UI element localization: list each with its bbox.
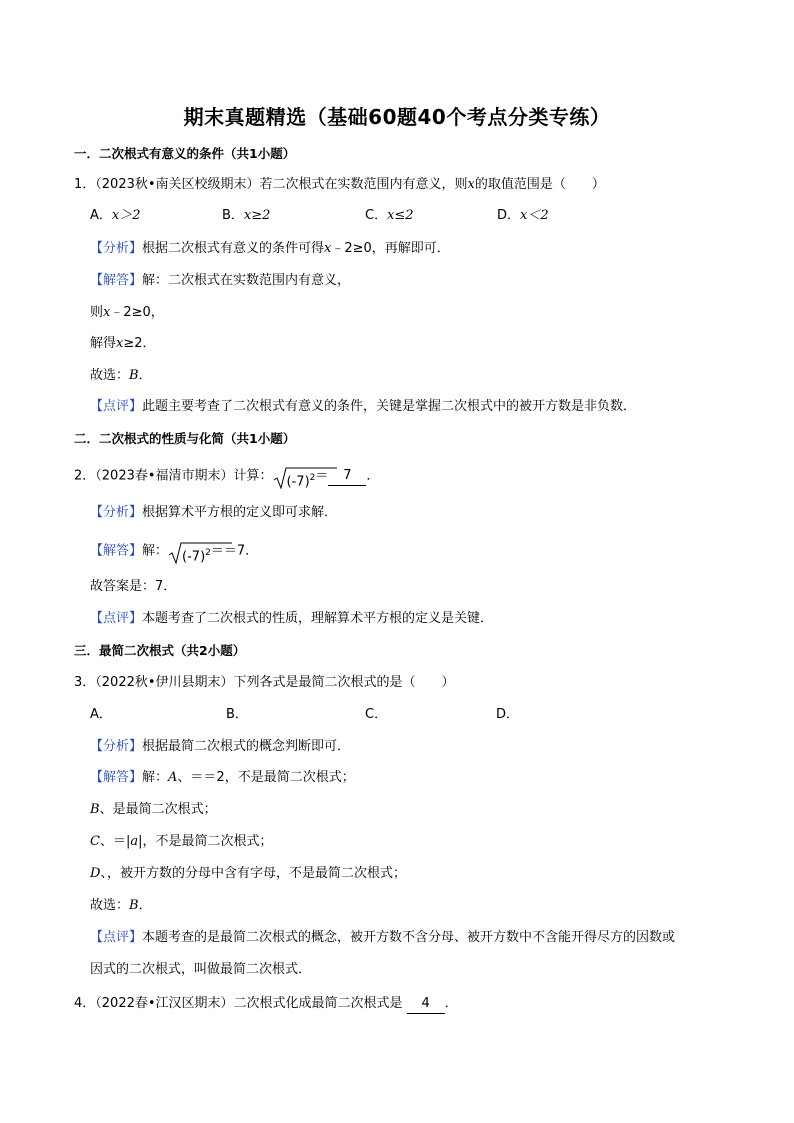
question-1-stem: 1．（2023秋•南关区校级期末）若二次根式在实数范围内有意义，则x的取值范围是（ ）: [74, 177, 605, 192]
question-3-stem: 3．（2022秋•伊川县期末）下列各式是最简二次根式的是（ ）: [74, 675, 455, 690]
section-heading-3: 三．最简二次根式（共2小题）: [74, 643, 246, 658]
question-3-answer: 【解答】解：A、＝＝2，不是最简二次根式；: [90, 770, 355, 785]
question-3-line-c: C、＝|a|，不是最简二次根式；: [90, 834, 273, 849]
question-1-comment: 【点评】此题主要考查了二次根式有意义的条件，关键是掌握二次根式中的被开方数是非负数．: [90, 399, 637, 414]
square-root-symbol: $(-7)^2$: [273, 466, 316, 490]
page-title: 期末真题精选（基础60题40个考点分类专练）: [183, 105, 611, 129]
question-3-comment-continued: 因式的二次根式，叫做最简二次根式．: [90, 962, 312, 977]
question-2-answer: 【解答】解： $(-7)^2==7$．: [90, 541, 258, 565]
question-2-analysis: 【分析】根据算术平方根的定义即可求解．: [90, 505, 338, 520]
question-2-final: 故答案是：7．: [90, 579, 177, 594]
answer-blank: 4: [407, 995, 445, 1014]
option-b: B．x≥2: [222, 208, 271, 223]
option-d: D．: [496, 707, 520, 722]
question-1-step-1: 则x﹣2≥0，: [90, 305, 164, 320]
option-c: C．: [365, 707, 388, 722]
question-3-line-b: B、是最简二次根式；: [90, 802, 217, 817]
question-1-options: [0, 207, 794, 225]
section-heading-1: 一．二次根式有意义的条件（共1小题）: [74, 146, 296, 161]
question-2-comment: 【点评】本题考查了二次根式的性质，理解算术平方根的定义是关键．: [90, 611, 494, 626]
square-root-symbol: $(-7)^2$: [168, 541, 211, 565]
question-1-answer: 【解答】解：二次根式在实数范围内有意义，: [90, 273, 351, 288]
option-d: D．x＜2: [497, 208, 549, 223]
section-heading-2: 二．二次根式的性质与化简（共1小题）: [74, 431, 296, 446]
question-1-analysis: 【分析】根据二次根式有意义的条件可得x﹣2≥0，再解即可．: [90, 241, 450, 256]
option-b: B．: [226, 707, 248, 722]
question-3-comment: 【点评】本题考查的是最简二次根式的概念，被开方数不含分母、被开方数中不含能开得尽方的因数或: [90, 930, 676, 945]
question-3-choice: 故选：B．: [90, 898, 152, 913]
answer-blank: 7: [328, 467, 366, 486]
question-4-stem: 4．（2022春•江汉区期末）二次根式化成最简二次根式是 4 ．: [74, 995, 458, 1014]
option-a: A．x＞2: [90, 208, 141, 223]
question-1-choice: 故选：B．: [90, 368, 152, 383]
question-3-line-d: D、，被开方数的分母中含有字母，不是最简二次根式；: [90, 866, 406, 881]
option-c: C．x≤2: [365, 208, 414, 223]
option-a: A．: [90, 707, 112, 722]
question-1-step-2: 解得x≥2．: [90, 336, 156, 351]
question-3-analysis: 【分析】根据最简二次根式的概念判断即可．: [90, 739, 351, 754]
question-3-options: [0, 706, 794, 724]
question-2-stem: 2．（2023春•福清市期末）计算： $(-7)^2= 7$ ．: [74, 466, 379, 490]
